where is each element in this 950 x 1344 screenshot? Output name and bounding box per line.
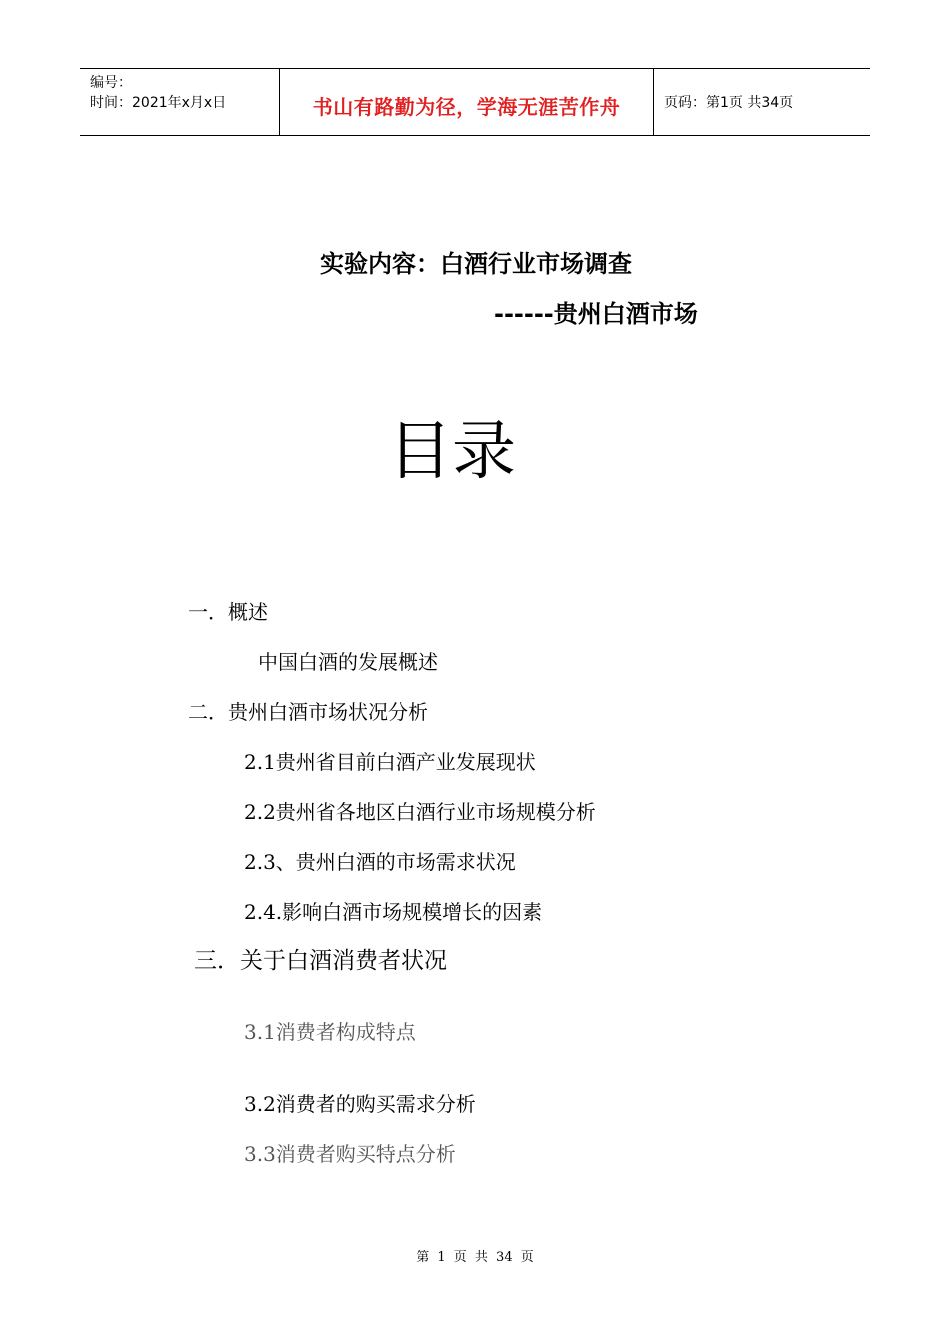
page-footer: 第 1 页 共 34 页 bbox=[416, 1250, 534, 1265]
toc-item-2-1[interactable]: 2.1贵州省目前白酒产业发展现状 bbox=[244, 750, 536, 774]
header-motto-cell bbox=[280, 69, 654, 135]
document-title: 实验内容：白酒行业市场调查 bbox=[320, 250, 632, 278]
header-motto: 书山有路勤为径，学海无涯苦作舟 bbox=[312, 94, 621, 119]
toc-item-1-1[interactable]: 中国白酒的发展概述 bbox=[258, 650, 438, 674]
toc-item-2-2[interactable]: 2.2贵州省各地区白酒行业市场规模分析 bbox=[244, 800, 596, 824]
header-page-number: 页码：第1页 共34页 bbox=[664, 95, 794, 111]
toc-heading: 目录 bbox=[388, 415, 516, 489]
toc-item-2-3[interactable]: 2.3、贵州白酒的市场需求状况 bbox=[244, 850, 516, 874]
toc-section-3[interactable]: 三．关于白酒消费者状况 bbox=[194, 948, 447, 974]
document-date-label: 时间：2021年x月x日 bbox=[90, 95, 227, 111]
toc-item-3-2[interactable]: 3.2消费者的购买需求分析 bbox=[244, 1092, 476, 1116]
toc-item-2-4[interactable]: 2.4.影响白酒市场规模增长的因素 bbox=[244, 900, 543, 924]
header-meta-cell bbox=[80, 69, 280, 135]
toc-item-3-1[interactable]: 3.1消费者构成特点 bbox=[244, 1020, 416, 1044]
document-subtitle: ------贵州白酒市场 bbox=[494, 300, 698, 328]
page-header bbox=[80, 68, 870, 136]
toc-item-3-3[interactable]: 3.3消费者购买特点分析 bbox=[244, 1142, 456, 1166]
toc-section-1[interactable]: 一．概述 bbox=[188, 600, 268, 624]
toc-section-2[interactable]: 二．贵州白酒市场状况分析 bbox=[188, 700, 428, 724]
document-number-label: 编号： bbox=[90, 75, 132, 91]
header-page-cell bbox=[654, 69, 870, 135]
